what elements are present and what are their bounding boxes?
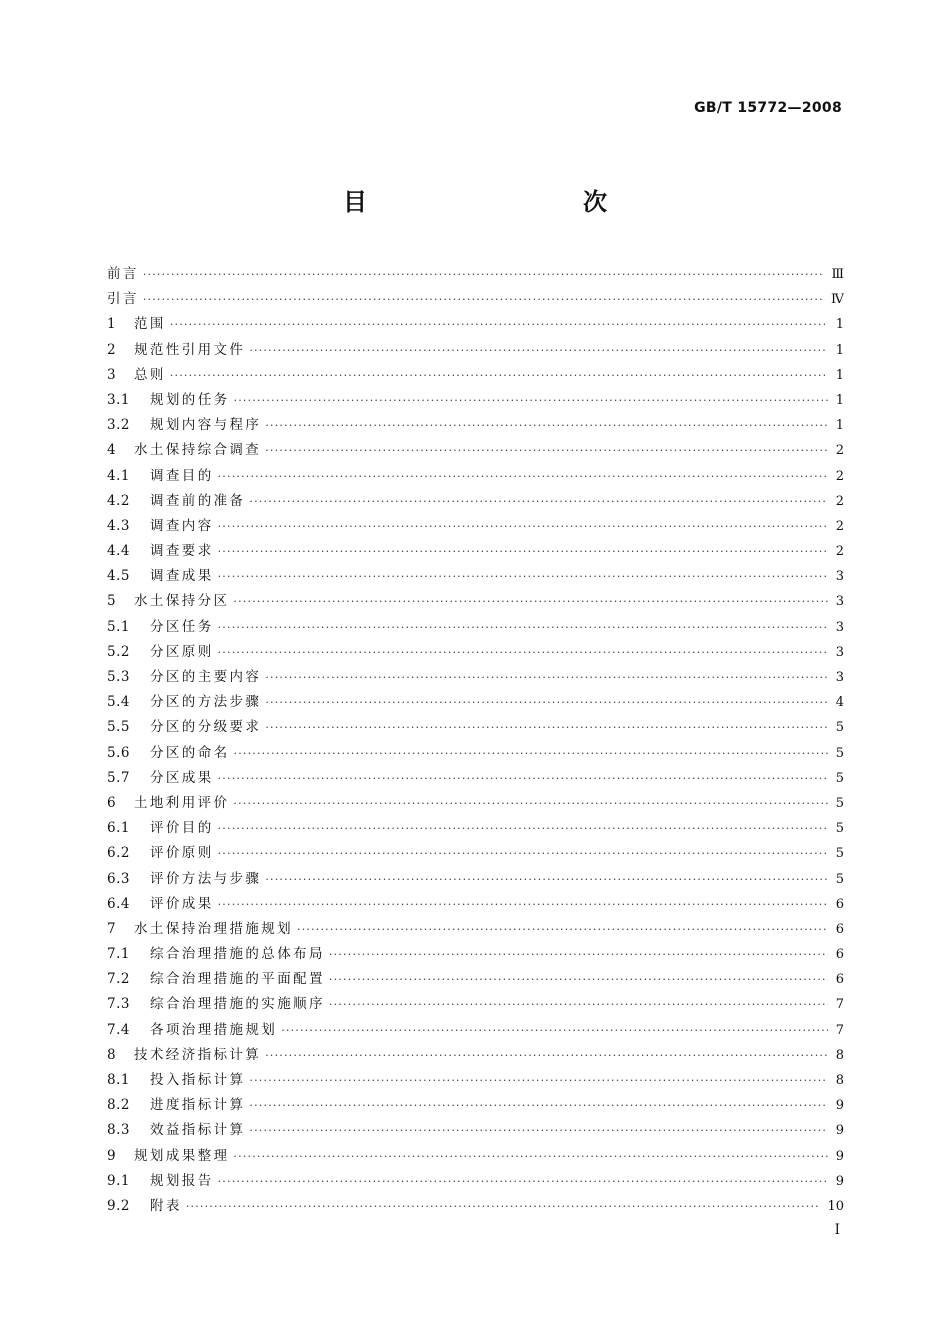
toc-leader-dots (218, 539, 828, 564)
toc-entry[interactable] (107, 464, 844, 489)
toc-entry-number: 3.1 (107, 391, 130, 408)
toc-entry[interactable] (107, 388, 844, 413)
toc-entry[interactable] (107, 489, 844, 514)
toc-leader-dots (249, 489, 828, 514)
toc-leader-dots (143, 287, 825, 312)
toc-entry-number: 6.2 (107, 845, 130, 862)
toc-entry-number: 8.1 (107, 1072, 130, 1088)
toc-entry[interactable] (107, 1144, 844, 1169)
toc-entry-number: 9.2 (107, 1197, 130, 1214)
toc-entry-page: 1 (835, 392, 844, 408)
toc-entry[interactable] (107, 1118, 844, 1143)
toc-entry-label: 调查成果 (150, 568, 214, 585)
toc-entry[interactable] (107, 741, 844, 766)
toc-leader-dots (218, 514, 828, 539)
toc-leader-dots (218, 892, 828, 917)
page-number: Ⅰ (834, 1222, 840, 1238)
toc-entry-number: 9.1 (107, 1172, 130, 1189)
toc-entry-label: 综合治理措施的总体布局 (150, 946, 325, 963)
toc-leader-dots (218, 615, 828, 640)
toc-entry[interactable] (107, 841, 844, 866)
toc-entry[interactable] (107, 514, 844, 539)
toc-entry-page: 8 (835, 1073, 844, 1088)
toc-leader-dots (265, 867, 828, 892)
toc-entry-number: 7.3 (107, 996, 130, 1013)
toc-entry[interactable] (107, 338, 844, 363)
toc-entry-label: 效益指标计算 (150, 1122, 246, 1139)
toc-entry-label: 进度指标计算 (150, 1097, 246, 1114)
toc-leader-dots (249, 338, 828, 363)
toc-entry-number: 7 (107, 920, 117, 937)
toc-entry-label: 附表 (150, 1197, 182, 1214)
toc-leader-dots (218, 816, 828, 841)
toc-entry-label: 规范性引用文件 (134, 341, 246, 358)
toc-entry-page: 5 (835, 871, 844, 887)
toc-entry-page: 10 (827, 1198, 844, 1214)
toc-entry-label: 分区成果 (150, 769, 214, 786)
toc-entry-label: 规划报告 (150, 1172, 214, 1189)
toc-entry-page: 9 (835, 1173, 844, 1189)
toc-entry-number: 8.3 (107, 1122, 130, 1139)
toc-entry-page: 4 (835, 695, 844, 711)
toc-leader-dots (249, 1118, 828, 1143)
toc-entry-number: 4.1 (107, 467, 130, 484)
toc-leader-dots (170, 363, 828, 388)
toc-entry-label: 调查前的准备 (150, 492, 246, 509)
toc-entry-page: 7 (835, 997, 844, 1013)
toc-entry[interactable] (107, 791, 844, 816)
toc-entry-number: 8 (107, 1046, 117, 1063)
toc-entry-page: 1 (835, 342, 844, 358)
toc-entry[interactable] (107, 1018, 844, 1043)
toc-entry[interactable] (107, 262, 844, 287)
toc-entry-label: 投入指标计算 (150, 1072, 246, 1088)
table-of-contents (107, 262, 844, 1219)
toc-leader-dots (249, 1093, 828, 1118)
toc-entry[interactable] (107, 615, 844, 640)
toc-entry-number: 6 (107, 794, 117, 811)
toc-leader-dots (234, 388, 829, 413)
toc-entry[interactable] (107, 363, 844, 388)
toc-entry-label: 评价目的 (150, 820, 214, 837)
toc-entry-label: 分区原则 (150, 643, 214, 660)
toc-entry-number: 8.2 (107, 1097, 130, 1114)
toc-entry-page: 6 (835, 972, 844, 988)
toc-leader-dots (234, 741, 829, 766)
toc-leader-dots (329, 942, 828, 967)
toc-entry-page: Ⅳ (831, 292, 844, 308)
toc-leader-dots (265, 715, 828, 740)
toc-entry[interactable] (107, 690, 844, 715)
toc-entry[interactable] (107, 312, 844, 337)
toc-entry[interactable] (107, 867, 844, 892)
toc-entry-number: 5 (107, 593, 117, 610)
toc-entry-page: 9 (835, 1098, 844, 1114)
toc-entry-page: 5 (835, 745, 844, 761)
toc-entry[interactable] (107, 892, 844, 917)
toc-entry-page: 7 (835, 1022, 844, 1038)
toc-entry-number: 5.1 (107, 618, 130, 635)
toc-entry-number: 6.4 (107, 895, 130, 912)
toc-entry-page: 2 (835, 518, 844, 534)
toc-leader-dots (218, 464, 828, 489)
toc-entry[interactable] (107, 438, 844, 463)
toc-entry-number: 9 (107, 1147, 117, 1164)
toc-leader-dots (281, 1018, 828, 1043)
toc-entry[interactable] (107, 967, 844, 992)
toc-entry-label: 规划成果整理 (134, 1147, 230, 1164)
toc-entry-label: 调查内容 (150, 517, 214, 534)
toc-entry[interactable] (107, 816, 844, 841)
toc-entry[interactable] (107, 715, 844, 740)
toc-entry-page: 1 (835, 367, 844, 383)
toc-entry-number: 6.3 (107, 870, 130, 887)
toc-entry-label: 评价方法与步骤 (150, 870, 262, 887)
toc-leader-dots (218, 1169, 828, 1194)
toc-entry-label: 分区的分级要求 (150, 719, 262, 736)
toc-entry-page: 6 (835, 947, 844, 963)
toc-entry-page: 5 (835, 770, 844, 786)
toc-entry-page: 2 (835, 468, 844, 484)
toc-entry-label: 引言 (107, 291, 139, 308)
toc-entry[interactable] (107, 1093, 844, 1118)
toc-entry[interactable] (107, 1194, 844, 1219)
toc-leader-dots (218, 766, 828, 791)
toc-entry[interactable] (107, 917, 844, 942)
toc-entry-label: 评价成果 (150, 895, 214, 912)
toc-entry-number: 7.1 (107, 946, 130, 963)
toc-leader-dots (329, 992, 828, 1017)
toc-entry-number: 4.4 (107, 543, 130, 560)
toc-entry-number: 6.1 (107, 820, 130, 837)
toc-leader-dots (233, 791, 828, 816)
toc-entry-page: 9 (835, 1123, 844, 1139)
toc-entry-label: 范围 (134, 316, 166, 333)
toc-leader-dots (218, 640, 828, 665)
toc-entry-page: 5 (835, 720, 844, 736)
toc-entry-number: 2 (107, 341, 117, 358)
toc-entry-number: 4.5 (107, 568, 130, 585)
toc-entry[interactable] (107, 992, 844, 1017)
toc-entry-label: 总则 (134, 366, 166, 383)
toc-leader-dots (233, 1144, 828, 1169)
toc-entry-label: 水土保持综合调查 (134, 442, 262, 459)
toc-entry-number: 5.5 (107, 719, 130, 736)
toc-entry-number: 3 (107, 366, 117, 383)
toc-entry-label: 前言 (107, 266, 139, 282)
toc-entry-page: 2 (835, 493, 844, 509)
toc-entry-label: 水土保持治理措施规划 (134, 920, 293, 937)
toc-entry-number: 3.2 (107, 417, 130, 434)
toc-leader-dots (265, 690, 828, 715)
toc-entry-page: 5 (835, 846, 844, 862)
toc-entry-number: 4 (107, 442, 117, 459)
toc-entry-page: 1 (835, 418, 844, 434)
toc-entry[interactable] (107, 413, 844, 438)
toc-entry-label: 评价原则 (150, 845, 214, 862)
toc-entry-page: Ⅲ (831, 267, 844, 282)
toc-entry-label: 水土保持分区 (134, 593, 230, 610)
toc-entry[interactable] (107, 665, 844, 690)
toc-leader-dots (218, 564, 828, 589)
toc-entry-number: 5.4 (107, 694, 130, 711)
toc-entry-page: 5 (835, 821, 844, 837)
toc-entry-label: 各项治理措施规划 (150, 1021, 278, 1038)
toc-leader-dots (329, 967, 828, 992)
toc-entry-number: 7.2 (107, 971, 130, 988)
toc-leader-dots (249, 1068, 828, 1093)
toc-entry-number: 7.4 (107, 1021, 130, 1038)
toc-entry-label: 分区的主要内容 (150, 669, 262, 685)
toc-entry[interactable] (107, 564, 844, 589)
toc-entry-page: 2 (835, 544, 844, 560)
toc-leader-dots (297, 917, 828, 942)
toc-entry-page: 5 (835, 795, 844, 811)
toc-entry-number: 5.7 (107, 769, 130, 786)
toc-entry-page: 3 (835, 670, 844, 685)
toc-entry[interactable] (107, 1068, 844, 1093)
toc-leader-dots (265, 1043, 828, 1068)
toc-entry-label: 规划的任务 (150, 391, 230, 408)
standard-code: GB/T 15772—2008 (694, 100, 842, 116)
toc-leader-dots (143, 262, 826, 287)
toc-entry-number: 5.6 (107, 744, 130, 761)
toc-entry-number: 4.3 (107, 517, 130, 534)
toc-entry-number: 5.3 (107, 669, 130, 685)
toc-entry-number: 4.2 (107, 492, 130, 509)
toc-entry-label: 土地利用评价 (134, 794, 230, 811)
toc-entry-label: 分区任务 (150, 618, 214, 635)
toc-entry-label: 分区的命名 (150, 744, 230, 761)
toc-entry-page: 2 (835, 443, 844, 459)
toc-leader-dots (218, 841, 828, 866)
toc-entry-number: 5.2 (107, 643, 130, 660)
toc-entry-page: 3 (835, 594, 844, 610)
toc-entry[interactable] (107, 766, 844, 791)
toc-entry-page: 6 (835, 896, 844, 912)
toc-entry-label: 分区的方法步骤 (150, 694, 262, 711)
toc-entry[interactable] (107, 640, 844, 665)
toc-entry[interactable] (107, 1043, 844, 1068)
toc-entry-label: 综合治理措施的平面配置 (150, 971, 325, 988)
toc-entry-page: 1 (835, 317, 844, 333)
toc-entry[interactable] (107, 589, 844, 614)
toc-entry-page: 3 (835, 644, 844, 660)
toc-entry-page: 9 (835, 1148, 844, 1164)
toc-entry[interactable] (107, 287, 844, 312)
toc-entry-label: 规划内容与程序 (150, 417, 262, 434)
toc-entry[interactable] (107, 942, 844, 967)
toc-leader-dots (170, 312, 828, 337)
toc-entry[interactable] (107, 1169, 844, 1194)
toc-entry[interactable] (107, 539, 844, 564)
toc-leader-dots (265, 665, 828, 690)
toc-leader-dots (233, 589, 828, 614)
toc-leader-dots (265, 413, 828, 438)
toc-leader-dots (265, 438, 828, 463)
toc-entry-page: 6 (835, 921, 844, 937)
toc-entry-page: 3 (835, 619, 844, 635)
toc-entry-label: 调查要求 (150, 543, 214, 560)
toc-entry-label: 调查目的 (150, 467, 214, 484)
toc-entry-label: 技术经济指标计算 (134, 1046, 262, 1063)
toc-entry-page: 3 (835, 569, 844, 585)
toc-entry-label: 综合治理措施的实施顺序 (150, 996, 325, 1013)
toc-entry-page: 8 (835, 1047, 844, 1063)
toc-leader-dots (186, 1194, 822, 1219)
toc-entry-number: 1 (107, 316, 117, 333)
page-title: 目 次 (343, 188, 663, 216)
